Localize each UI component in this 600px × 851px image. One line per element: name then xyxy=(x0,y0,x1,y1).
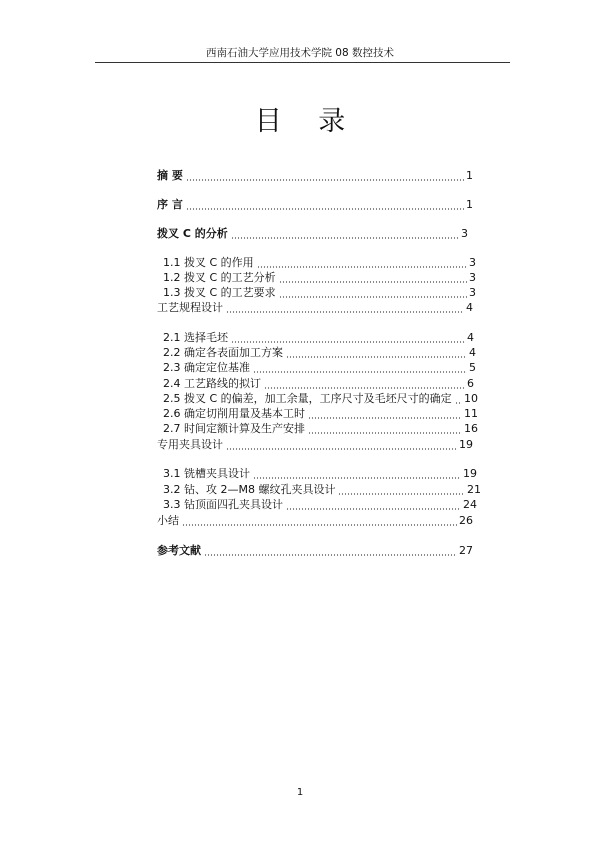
toc-entry-1-1[interactable] xyxy=(163,255,476,271)
toc-entry-label: 3.3 钻顶面四孔夹具设计 xyxy=(163,498,283,511)
page-number: 1 xyxy=(296,787,304,798)
toc-entry-page: 6 xyxy=(467,377,474,390)
toc-entry-2-3[interactable] xyxy=(163,360,476,376)
toc-entry-page: 27 xyxy=(459,544,473,557)
toc-entry-page: 4 xyxy=(466,301,473,314)
dot-leader xyxy=(204,554,457,556)
toc-entry-page: 21 xyxy=(467,483,481,496)
dot-leader xyxy=(182,524,457,526)
dot-leader xyxy=(338,493,465,495)
toc-entry-label: 序 言 xyxy=(157,198,183,211)
toc-entry-page: 3 xyxy=(469,256,476,269)
toc-entry-preface[interactable] xyxy=(157,197,473,213)
toc-entry-2-7[interactable] xyxy=(163,421,478,437)
dot-leader xyxy=(279,296,467,298)
toc-entry-1-3[interactable] xyxy=(163,285,476,301)
dot-leader xyxy=(257,266,467,268)
dot-leader xyxy=(226,311,464,313)
toc-entry-page: 1 xyxy=(466,169,473,182)
toc-entry-page: 16 xyxy=(464,422,478,435)
toc-entry-label: 3.1 铣槽夹具设计 xyxy=(163,467,250,480)
toc-entry-label: 1.2 拨叉 C 的工艺分析 xyxy=(163,271,276,284)
toc-entry-label: 工艺规程设计 xyxy=(157,301,223,314)
dot-leader xyxy=(186,208,464,210)
toc-entry-summary[interactable] xyxy=(157,513,473,529)
toc-entry-label: 2.3 确定定位基准 xyxy=(163,361,250,374)
toc-entry-label: 摘 要 xyxy=(157,169,183,182)
toc-entry-label: 专用夹具设计 xyxy=(157,438,223,451)
toc-entry-page: 4 xyxy=(469,346,476,359)
toc-entry-3-3[interactable] xyxy=(163,497,477,513)
toc-entry-page: 24 xyxy=(463,498,477,511)
toc-entry-page: 5 xyxy=(469,361,476,374)
dot-leader xyxy=(264,387,465,389)
toc-entry-page: 3 xyxy=(469,286,476,299)
toc-entry-3-2[interactable] xyxy=(163,482,481,498)
toc-entry-label: 参考文献 xyxy=(157,544,201,557)
toc-entry-label: 2.1 选择毛坯 xyxy=(163,331,228,344)
toc-entry-2-2[interactable] xyxy=(163,345,476,361)
toc-entry-label: 2.4 工艺路线的拟订 xyxy=(163,377,261,390)
dot-leader xyxy=(253,477,461,479)
toc-entry-label: 2.7 时间定额计算及生产安排 xyxy=(163,422,305,435)
toc-entry-chapter-2[interactable] xyxy=(157,300,473,316)
toc-entry-label: 2.5 拨叉 C 的偏差，加工余量，工序尺寸及毛坯尺寸的确定 xyxy=(163,392,452,405)
dot-leader xyxy=(455,402,462,404)
toc-entry-page: 3 xyxy=(469,271,476,284)
running-header: 西南石油大学应用技术学院 08 数控技术 xyxy=(205,47,395,59)
toc-entry-2-1[interactable] xyxy=(163,330,474,346)
toc-entry-label: 2.6 确定切削用量及基本工时 xyxy=(163,407,305,420)
toc-entry-label: 拨叉 C 的分析 xyxy=(157,227,228,240)
dot-leader xyxy=(308,432,462,434)
toc-entry-page: 19 xyxy=(463,467,477,480)
toc-entry-label: 3.2 钻、攻 2—M8 螺纹孔夹具设计 xyxy=(163,483,336,496)
toc-entry-abstract[interactable] xyxy=(157,168,473,184)
toc-entry-3-1[interactable] xyxy=(163,466,477,482)
toc-entry-label: 1.1 拨叉 C 的作用 xyxy=(163,256,254,269)
dot-leader xyxy=(286,508,461,510)
toc-entry-chapter-1[interactable] xyxy=(157,226,468,242)
dot-leader xyxy=(308,417,462,419)
dot-leader xyxy=(279,281,467,283)
toc-entry-page: 4 xyxy=(467,331,474,344)
dot-leader xyxy=(286,356,467,358)
header-divider xyxy=(95,62,510,63)
toc-entry-page: 1 xyxy=(466,198,473,211)
toc-entry-1-2[interactable] xyxy=(163,270,476,286)
toc-entry-chapter-3[interactable] xyxy=(157,437,473,453)
dot-leader xyxy=(231,237,459,239)
toc-entry-page: 19 xyxy=(459,438,473,451)
toc-entry-label: 2.2 确定各表面加工方案 xyxy=(163,346,283,359)
toc-entry-label: 1.3 拨叉 C 的工艺要求 xyxy=(163,286,276,299)
toc-entry-label: 小结 xyxy=(157,514,179,527)
toc-entry-references[interactable] xyxy=(157,543,473,559)
dot-leader xyxy=(186,179,464,181)
toc-entry-2-4[interactable] xyxy=(163,376,474,392)
toc-entry-2-6[interactable] xyxy=(163,406,478,422)
toc-entry-page: 3 xyxy=(461,227,468,240)
toc-entry-2-5[interactable] xyxy=(163,391,478,407)
toc-entry-page: 11 xyxy=(464,407,478,420)
page-title: 目 录 xyxy=(254,106,360,137)
toc-entry-page: 10 xyxy=(464,392,478,405)
dot-leader xyxy=(253,371,467,373)
dot-leader xyxy=(226,448,457,450)
dot-leader xyxy=(231,341,465,343)
toc-entry-page: 26 xyxy=(459,514,473,527)
